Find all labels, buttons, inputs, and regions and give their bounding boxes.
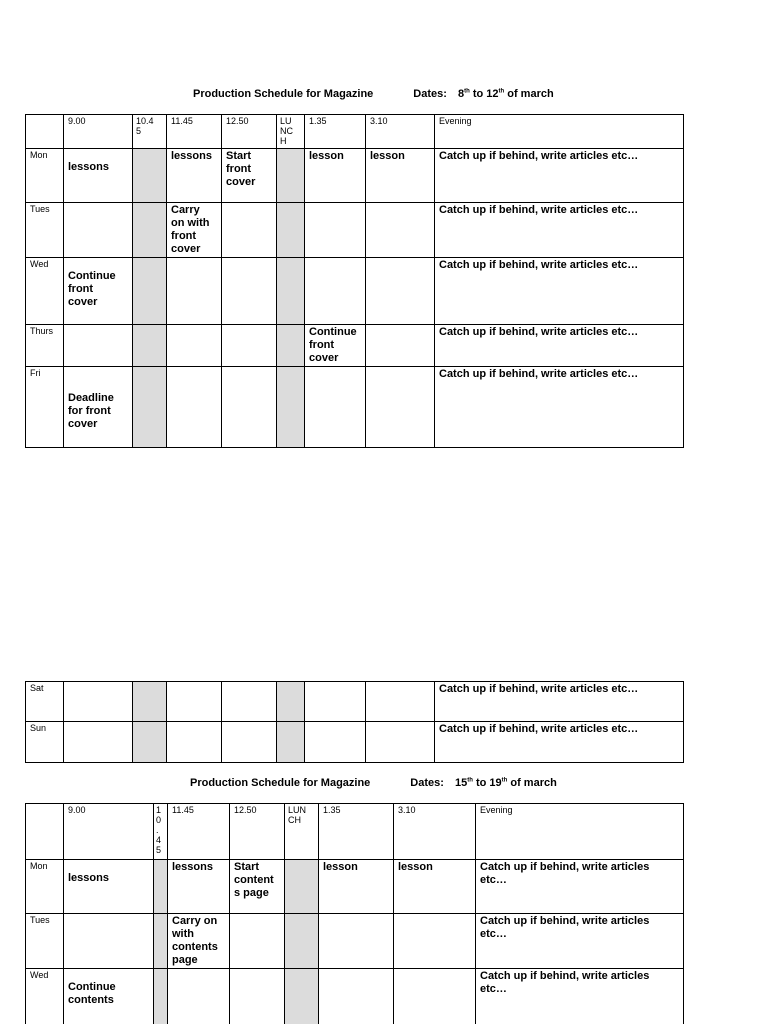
- break-cell: [133, 325, 167, 367]
- day-label: Tues: [26, 914, 64, 969]
- slot-cell: [222, 722, 277, 763]
- break-cell: [133, 722, 167, 763]
- week2-schedule-table: [25, 803, 684, 1024]
- header-cell-lunch: LU NC H: [277, 115, 305, 149]
- lunch-cell: [277, 682, 305, 722]
- break-cell: [133, 203, 167, 258]
- slot-cell: Continue front cover: [305, 325, 366, 367]
- week1-start-suffix: th: [464, 88, 470, 95]
- week1-dates: [458, 88, 554, 100]
- evening-cell: Catch up if behind, write articles etc…: [435, 367, 684, 448]
- slot-cell: [366, 325, 435, 367]
- lunch-cell: [277, 149, 305, 203]
- slot-cell: lessons: [167, 149, 222, 203]
- slot-cell: Deadline for front cover: [64, 367, 133, 448]
- slot-cell: [366, 367, 435, 448]
- week2-title-text: Production Schedule for Magazine: [190, 777, 371, 789]
- slot-cell: Carry on with contents page: [168, 914, 230, 969]
- slot-cell: [64, 914, 154, 969]
- header-cell: 9.00: [64, 115, 133, 149]
- day-label: Wed: [26, 969, 64, 1024]
- day-label: Thurs: [26, 325, 64, 367]
- evening-cell: Catch up if behind, write articles etc…: [435, 149, 684, 203]
- slot-cell: [366, 203, 435, 258]
- week1-weekend-table: [25, 681, 684, 763]
- table-row: [26, 722, 684, 763]
- header-cell: 11.45: [168, 804, 230, 860]
- evening-cell: Catch up if behind, write articles etc…: [476, 969, 684, 1024]
- slot-cell: [167, 722, 222, 763]
- slot-cell: lesson: [394, 860, 476, 914]
- week1-schedule-table: [25, 114, 684, 448]
- lunch-cell: [277, 325, 305, 367]
- table-row: [26, 325, 684, 367]
- slot-cell: [305, 203, 366, 258]
- evening-cell: Catch up if behind, write articles etc…: [435, 258, 684, 325]
- evening-cell: Catch up if behind, write articles etc…: [435, 722, 684, 763]
- header-cell-lunch: LUN CH: [285, 804, 319, 860]
- lunch-cell: [285, 914, 319, 969]
- header-cell: 12.50: [230, 804, 285, 860]
- week2-dates: [455, 777, 557, 789]
- table-row: [26, 860, 684, 914]
- week2-month: of march: [507, 777, 557, 789]
- evening-cell: Catch up if behind, write articles etc…: [435, 682, 684, 722]
- slot-cell: [230, 969, 285, 1024]
- slot-cell: lessons: [64, 149, 133, 203]
- week1-title: [193, 88, 554, 100]
- header-cell: 10.4 5: [133, 115, 167, 149]
- break-cell: [133, 367, 167, 448]
- break-cell: [154, 860, 168, 914]
- slot-cell: [167, 682, 222, 722]
- slot-cell: [167, 325, 222, 367]
- table-row: [26, 914, 684, 969]
- slot-cell: lesson: [319, 860, 394, 914]
- slot-cell: Continue front cover: [64, 258, 133, 325]
- lunch-cell: [277, 367, 305, 448]
- slot-cell: Continue contents: [64, 969, 154, 1024]
- slot-cell: [168, 969, 230, 1024]
- slot-cell: lesson: [305, 149, 366, 203]
- evening-cell: Catch up if behind, write articles etc…: [476, 914, 684, 969]
- slot-cell: [319, 969, 394, 1024]
- header-cell: [26, 115, 64, 149]
- slot-cell: [64, 722, 133, 763]
- evening-cell: Catch up if behind, write articles etc…: [435, 203, 684, 258]
- table-row: [26, 258, 684, 325]
- header-cell: Evening: [476, 804, 684, 860]
- slot-cell: [366, 722, 435, 763]
- lunch-cell: [277, 203, 305, 258]
- lunch-cell: [285, 860, 319, 914]
- week1-start-day: 8: [457, 88, 465, 100]
- lunch-cell: [277, 722, 305, 763]
- slot-cell: Carry on with front cover: [167, 203, 222, 258]
- header-cell: 3.10: [366, 115, 435, 149]
- break-cell: [133, 258, 167, 325]
- header-cell: 9.00: [64, 804, 154, 860]
- week2-title: [190, 777, 557, 789]
- week1-end-day: to 12: [469, 88, 499, 100]
- slot-cell: [222, 258, 277, 325]
- slot-cell: [394, 969, 476, 1024]
- header-cell: 11.45: [167, 115, 222, 149]
- lunch-cell: [277, 258, 305, 325]
- day-label: Mon: [26, 860, 64, 914]
- header-cell: 1.35: [319, 804, 394, 860]
- week2-header-row: [26, 804, 684, 860]
- slot-cell: [305, 258, 366, 325]
- week1-month: of march: [504, 88, 554, 100]
- slot-cell: [167, 367, 222, 448]
- week1-header-row: [26, 115, 684, 149]
- slot-cell: lesson: [366, 149, 435, 203]
- day-label: Mon: [26, 149, 64, 203]
- slot-cell: [64, 325, 133, 367]
- week1-title-text: Production Schedule for Magazine: [193, 88, 374, 100]
- header-cell: 3.10: [394, 804, 476, 860]
- day-label: Fri: [26, 367, 64, 448]
- evening-cell: Catch up if behind, write articles etc…: [435, 325, 684, 367]
- table-row: [26, 682, 684, 722]
- slot-cell: [366, 682, 435, 722]
- header-cell: 12.50: [222, 115, 277, 149]
- slot-cell: Start front cover: [222, 149, 277, 203]
- slot-cell: [305, 722, 366, 763]
- slot-cell: lessons: [64, 860, 154, 914]
- week2-start-day: 15: [454, 777, 468, 789]
- header-cell: [26, 804, 64, 860]
- break-cell: [133, 682, 167, 722]
- slot-cell: [64, 203, 133, 258]
- day-label: Sat: [26, 682, 64, 722]
- slot-cell: [319, 914, 394, 969]
- week1-end-suffix: th: [498, 88, 505, 95]
- week2-start-suffix: th: [467, 777, 473, 784]
- slot-cell: [394, 914, 476, 969]
- day-label: Sun: [26, 722, 64, 763]
- header-cell: 1 0 . 4 5: [154, 804, 168, 860]
- table-row: [26, 203, 684, 258]
- slot-cell: [222, 203, 277, 258]
- header-cell: Evening: [435, 115, 684, 149]
- day-label: Wed: [26, 258, 64, 325]
- slot-cell: [222, 682, 277, 722]
- slot-cell: [167, 258, 222, 325]
- day-label: Tues: [26, 203, 64, 258]
- slot-cell: [222, 325, 277, 367]
- week2-end-day: to 19: [472, 777, 502, 789]
- table-row: [26, 969, 684, 1024]
- slot-cell: lessons: [168, 860, 230, 914]
- slot-cell: [222, 367, 277, 448]
- slot-cell: [305, 367, 366, 448]
- slot-cell: [366, 258, 435, 325]
- break-cell: [133, 149, 167, 203]
- lunch-cell: [285, 969, 319, 1024]
- table-row: [26, 367, 684, 448]
- header-cell: 1.35: [305, 115, 366, 149]
- week2-end-suffix: th: [501, 777, 508, 784]
- slot-cell: [305, 682, 366, 722]
- slot-cell: [64, 682, 133, 722]
- break-cell: [154, 969, 168, 1024]
- slot-cell: [230, 914, 285, 969]
- evening-cell: Catch up if behind, write articles etc…: [476, 860, 684, 914]
- week1-dates-label: Dates:: [413, 88, 447, 100]
- table-row: [26, 149, 684, 203]
- week2-dates-label: Dates:: [410, 777, 444, 789]
- break-cell: [154, 914, 168, 969]
- slot-cell: Start content s page: [230, 860, 285, 914]
